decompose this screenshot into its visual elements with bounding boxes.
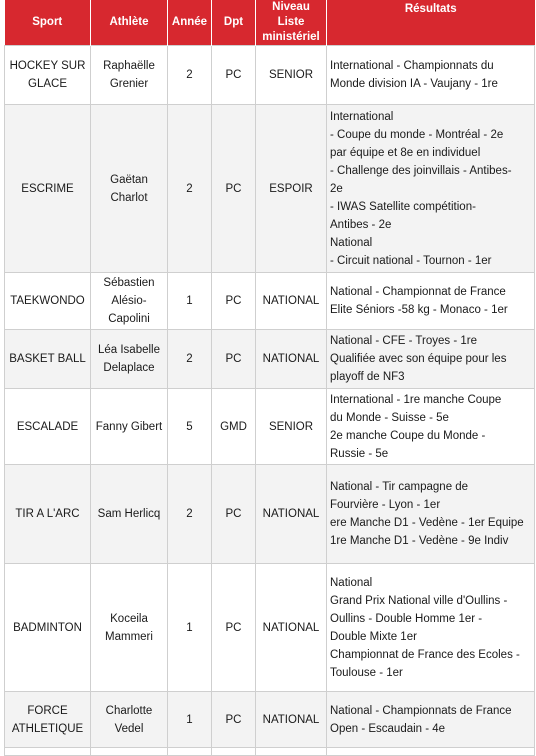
header-niveau-line2: ministériel [262, 31, 320, 43]
cell-annee: 5 [168, 389, 212, 465]
cell-sport [5, 564, 91, 692]
cell-annee: 2 [168, 330, 212, 389]
cell-resultats: International - Coupe du monde - Montréal - 2e par équipe et 8e en individuel - Challenge des joinvillais - Antibes- 2e - IWAS Satellite compétition- Antibes - 2e National - Circuit national - Tournon - 1er [327, 105, 535, 273]
cell-resultats: National - Tir campagne de Fourvière - Lyon - 1er ere Manche D1 - Vedène - 1er Equipe 1re Manche D1 - Vedène - 9e Indiv [327, 465, 535, 564]
cell-athlete [91, 330, 168, 389]
header-athlete: Athlète [91, 0, 168, 46]
cell-dpt [212, 748, 256, 756]
cell-dpt: GMD [212, 389, 256, 465]
sport-text: TAEKWONDO [10, 295, 85, 307]
cell-annee: 1 [168, 273, 212, 330]
cell-niveau: NATIONAL [256, 564, 327, 692]
cell-dpt: PC [212, 273, 256, 330]
athlete-text: Sébastien Alésio- Capolini [103, 277, 155, 325]
header-dpt: Dpt [212, 0, 256, 46]
athlete-text: Raphaëlle Grenier [103, 60, 155, 90]
cell-athlete [91, 748, 168, 756]
header-resultats: Résultats [327, 0, 535, 46]
cell-resultats: National - Championnats de France Open - Escaudain - 4e [327, 692, 535, 748]
table-row [5, 105, 535, 273]
athlete-text: Fanny Gibert [95, 420, 163, 433]
cell-niveau: NATIONAL [256, 465, 327, 564]
cell-sport [5, 389, 91, 465]
cell-sport [5, 105, 91, 273]
cell-dpt: PC [212, 692, 256, 748]
cell-athlete [91, 692, 168, 748]
header-annee: Année [168, 0, 212, 46]
athlete-text: Gaëtan Charlot [110, 173, 148, 204]
cell-athlete [91, 465, 168, 564]
cell-sport [5, 273, 91, 330]
table-row [5, 273, 535, 330]
cell-dpt: PC [212, 105, 256, 273]
cell-niveau: NATIONAL [256, 330, 327, 389]
cell-niveau: NATIONAL [256, 692, 327, 748]
cell-sport [5, 465, 91, 564]
cell-dpt: PC [212, 564, 256, 692]
cell-resultats: National - CFE - Troyes - 1re Qualifiée avec son équipe pour les playoff de NF3 [327, 330, 535, 389]
cell-sport [5, 46, 91, 105]
sport-text: HOCKEY SUR GLACE [9, 60, 86, 90]
cell-resultats: International - 1re manche Coupe du Monde - Suisse - 5e 2e manche Coupe du Monde - Russie - 5e [327, 389, 535, 465]
cell-niveau [256, 748, 327, 756]
cell-resultats: International - Championnats du Monde division IA - Vaujany - 1re [327, 46, 535, 105]
cell-niveau: SENIOR [256, 46, 327, 105]
cell-resultats: National - Championnat de France Elite Séniors -58 kg - Monaco - 1er [327, 273, 535, 330]
cell-sport [5, 748, 91, 756]
athlete-text: Koceila Mammeri [105, 612, 153, 643]
sport-text: BASKET BALL [9, 353, 86, 365]
table-row [5, 46, 535, 105]
cell-dpt: PC [212, 46, 256, 105]
cell-sport [5, 330, 91, 389]
table-row [5, 564, 535, 692]
cell-sport [5, 692, 91, 748]
sport-text: TIR A L'ARC [15, 508, 80, 520]
cell-athlete [91, 389, 168, 465]
cell-annee: 1 [168, 564, 212, 692]
cell-annee [168, 748, 212, 756]
header-niveau [256, 0, 327, 46]
header-niveau-line1: Niveau Liste [272, 1, 310, 28]
athlete-text: Léa Isabelle Delaplace [97, 344, 161, 374]
results-table [4, 0, 535, 756]
header-sport: Sport [5, 0, 91, 46]
cell-niveau: NATIONAL [256, 273, 327, 330]
table-row [5, 692, 535, 748]
cell-athlete [91, 46, 168, 105]
cell-dpt: PC [212, 330, 256, 389]
table-row [5, 465, 535, 564]
table-header-row [5, 0, 535, 46]
cell-niveau: ESPOIR [256, 105, 327, 273]
table-row [5, 330, 535, 389]
cell-athlete [91, 273, 168, 330]
cell-athlete [91, 564, 168, 692]
cell-resultats: National Grand Prix National ville d'Oullins - Oullins - Double Homme 1er - Double Mixte 1er Championnat de France des Ecoles - Toulouse - 1er [327, 564, 535, 692]
sport-text: ESCALADE [16, 420, 79, 433]
cell-annee: 2 [168, 46, 212, 105]
table-row [5, 389, 535, 465]
cell-resultats [327, 748, 535, 756]
cell-dpt: PC [212, 465, 256, 564]
cell-athlete [91, 105, 168, 273]
cell-annee: 2 [168, 465, 212, 564]
sport-text: ESCRIME [21, 182, 74, 195]
athlete-text: Sam Herlicq [97, 508, 161, 520]
sport-text: BADMINTON [13, 621, 82, 634]
cell-annee: 1 [168, 692, 212, 748]
table-row [5, 748, 535, 756]
cell-annee: 2 [168, 105, 212, 273]
athlete-text: Charlotte Vedel [105, 704, 153, 735]
sport-text: FORCE ATHLETIQUE [11, 704, 84, 735]
cell-niveau: SENIOR [256, 389, 327, 465]
